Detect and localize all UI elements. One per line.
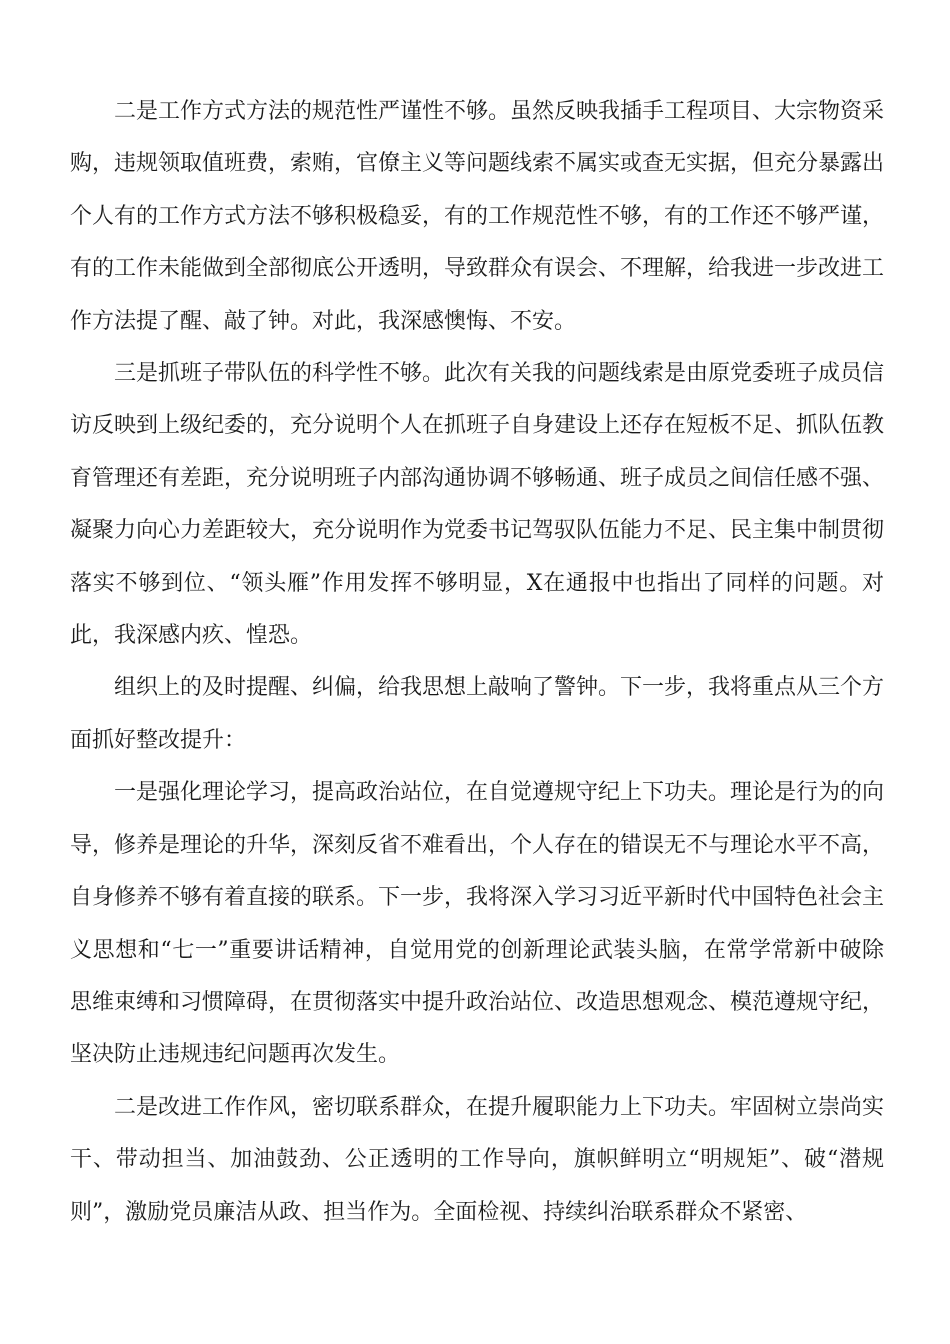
paragraph-team-leadership: 三是抓班子带队伍的科学性不够。此次有关我的问题线索是由原党委班子成员信访反映到上级纪委的，充分说明个人在抓班子自身建设上还存在短板不足、抓队伍教育管理还有差距，充分说明班子内部沟通协调不够畅通、班子成员之间信任感不强、凝聚力向心力差距较大，充分说明作为党委书记驾驭队伍能力不足、民主集中制贯彻落实不够到位、“领头雁”作用发挥不够明显，X在通报中也指出了同样的问题。对此，我深感内疚、惶恐。 bbox=[70, 361, 885, 649]
paragraph-work-methods: 二是工作方式方法的规范性严谨性不够。虽然反映我插手工程项目、大宗物资采购，违规领取值班费，索贿，官僚主义等问题线索不属实或查无实据，但充分暴露出个人有的工作方式方法不够积极稳妥，有的工作规范性不够，有的工作还不够严谨，有的工作未能做到全部彻底公开透明，导致群众有误会、不理解，给我进一步改进工作方法提了醒、敲了钟。对此，我深感懊悔、不安。 bbox=[70, 99, 885, 334]
paragraph-work-style: 二是改进工作作风，密切联系群众，在提升履职能力上下功夫。牢固树立崇尚实干、带动担当、加油鼓劲、公正透明的工作导向，旗帜鲜明立“明规矩”、破“潜规则”，激励党员廉洁从政、担当作为。全面检视、持续纠治联系群众不紧密、 bbox=[70, 1094, 885, 1225]
paragraph-theory-study: 一是强化理论学习，提高政治站位，在自觉遵规守纪上下功夫。理论是行为的向导，修养是理论的升华，深刻反省不难看出，个人存在的错误无不与理论水平不高，自身修养不够有着直接的联系。下一步，我将深入学习习近平新时代中国特色社会主义思想和“七一”重要讲话精神，自觉用党的创新理论武装头脑，在常学常新中破除思维束缚和习惯障碍，在贯彻落实中提升政治站位、改造思想观念、模范遵规守纪，坚决防止违规违纪问题再次发生。 bbox=[70, 780, 885, 1068]
document-body bbox=[70, 86, 884, 1239]
paragraph-rectification-intro: 组织上的及时提醒、纠偏，给我思想上敲响了警钟。下一步，我将重点从三个方面抓好整改提升： bbox=[70, 675, 885, 753]
